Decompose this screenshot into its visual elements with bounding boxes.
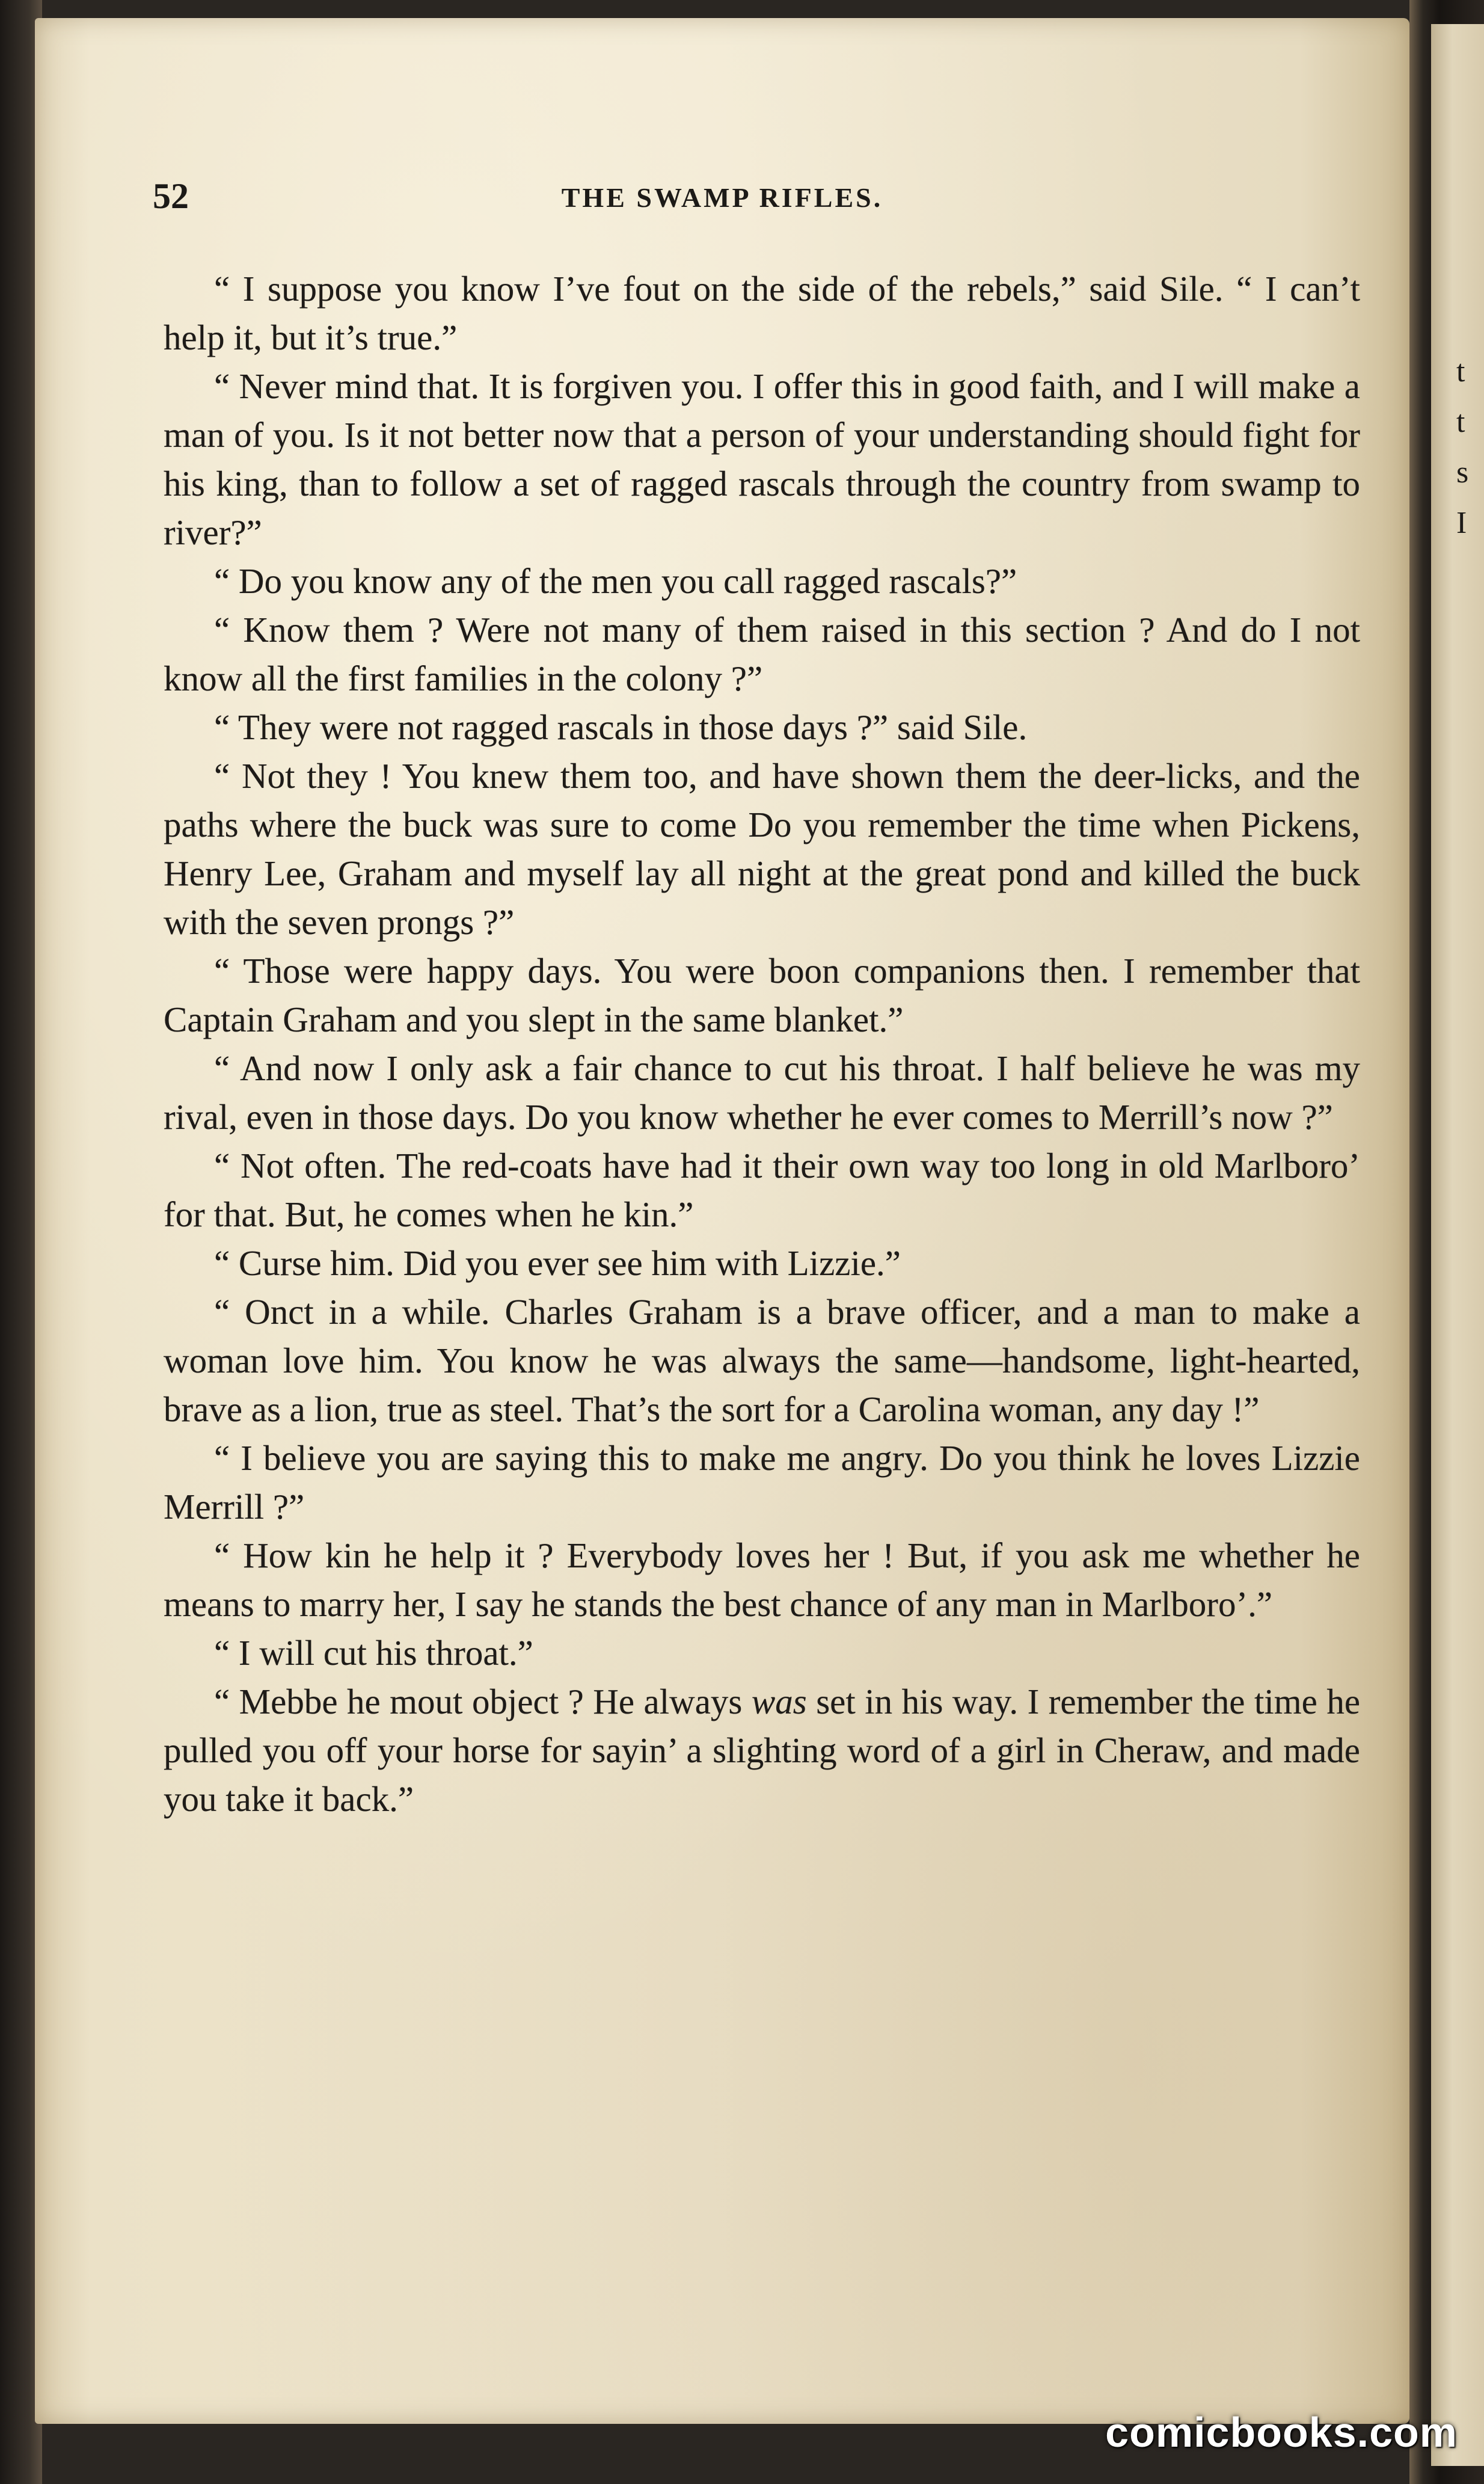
facing-page-fragment: t: [1456, 354, 1465, 389]
watermark-text: comicbooks.com: [1105, 2409, 1458, 2456]
paragraph: “ Know them ? Were not many of them raised in this section ? And do I not know all the first families in the colony ?”: [164, 610, 1360, 698]
paragraph: “ I suppose you know I’ve fout on the side of the rebels,” said Sile. “ I can’t help it, but it’s true.”: [164, 269, 1360, 357]
book-page: [35, 18, 1409, 2424]
facing-page-fragment: I: [1456, 506, 1467, 540]
facing-page-edge: [1431, 24, 1484, 2466]
paragraph: “ Those were happy days. You were boon companions then. I remember that Captain Graham and you slept in the same blanket.”: [164, 951, 1360, 1039]
paragraph-text: set in his way. I remember the time he pulled you off your horse for sayin’ a slighting word of a girl in Cheraw, and made you take it back.”: [164, 1682, 1361, 1819]
paragraph: “ Curse him. Did you ever see him with Lizzie.”: [214, 1243, 901, 1283]
paragraph: “ Onct in a while. Charles Graham is a brave officer, and a man to make a woman love him. You know he was always the same—handsome, light-hearted, brave as a lion, true as steel. That’s the sort for a Carolina woman, any day !”: [164, 1292, 1360, 1429]
paragraph: “ And now I only ask a fair chance to cut his throat. I half believe he was my rival, even in those days. Do you know whether he ever comes to Merrill’s now ?”: [164, 1048, 1360, 1137]
facing-page-fragment: t: [1456, 405, 1465, 439]
paragraph: “ Not they ! You knew them too, and have shown them the deer-licks, and the paths where the buck was sure to come Do you remember the time when Pickens, Henry Lee, Graham and myself lay all night at the great pond and killed the buck with the seven prongs ?”: [164, 756, 1360, 942]
page-header: [35, 176, 1409, 224]
facing-page-fragment: s: [1456, 455, 1469, 490]
running-title: THE SWAMP RIFLES.: [561, 182, 883, 213]
page-number: 52: [153, 176, 189, 216]
paragraph: “ I will cut his throat.”: [214, 1633, 533, 1673]
paragraph: “ Never mind that. It is forgiven you. I offer this in good faith, and I will make a man of you. Is it not better now that a person of your understanding should fight for his king, than to follow a set of ragged rascals through the country from swamp to river?”: [164, 366, 1360, 552]
paragraph-last: [164, 1677, 1360, 1824]
emphasized-word: was: [751, 1682, 807, 1721]
paragraph: “ How kin he help it ? Everybody loves her ! But, if you ask me whether he means to marry her, I say he stands the best chance of any man in Marlboro’.”: [164, 1536, 1360, 1624]
paragraph: “ I believe you are saying this to make me angry. Do you think he loves Lizzie Merrill ?”: [164, 1438, 1360, 1526]
paragraph: “ Do you know any of the men you call ragged rascals?”: [214, 561, 1017, 601]
paragraph-text: “ Mebbe he mout object ? He always: [214, 1682, 752, 1721]
paragraph: “ Not often. The red-coats have had it their own way too long in old Marlboro’ for that. But, he comes when he kin.”: [164, 1146, 1360, 1234]
paragraph: “ They were not ragged rascals in those days ?” said Sile.: [214, 707, 1028, 747]
page-body-text: [164, 265, 1360, 1824]
